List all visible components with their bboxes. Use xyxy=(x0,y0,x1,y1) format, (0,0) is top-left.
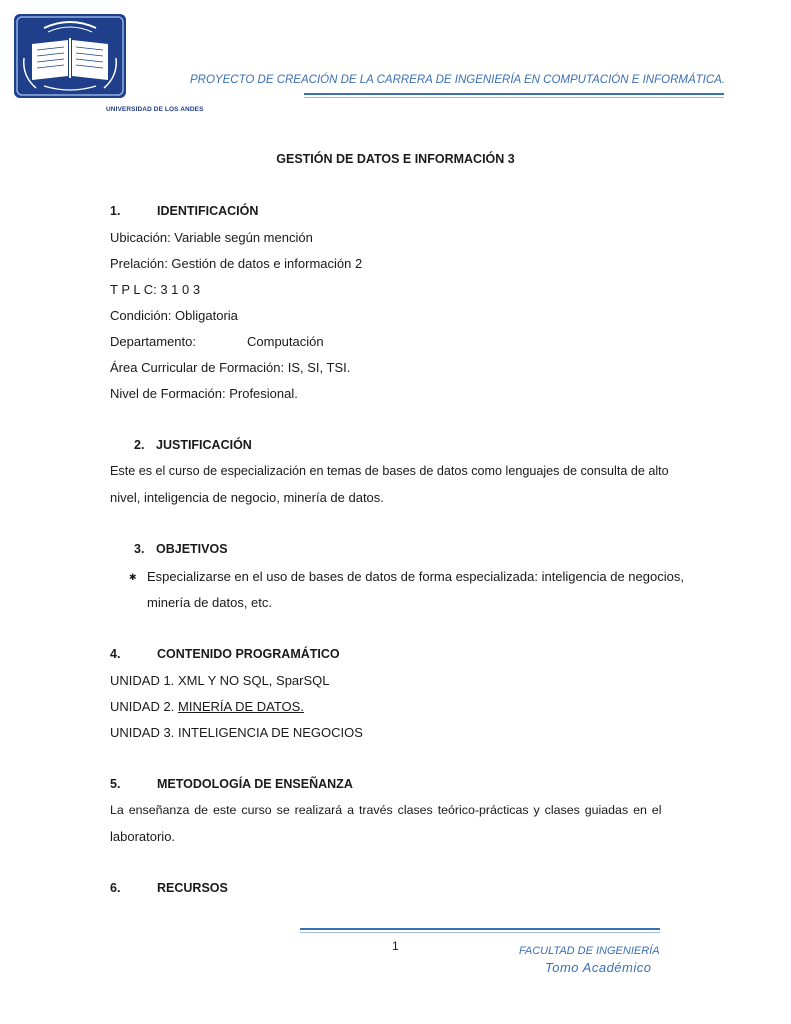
footer-rule xyxy=(300,928,660,930)
section-number: 5. xyxy=(110,777,121,791)
unit-label: UNIDAD 3. xyxy=(110,725,175,740)
header-rule-thin xyxy=(304,97,724,98)
project-title: PROYECTO DE CREACIÓN DE LA CARRERA DE INGENIERÍA EN COMPUTACIÓN E INFORMÁTICA. xyxy=(190,74,726,86)
section-number: 1. xyxy=(110,204,121,218)
unit-title: MINERÍA DE DATOS. xyxy=(178,699,304,714)
section-heading: JUSTIFICACIÓN xyxy=(156,438,252,452)
header-rule xyxy=(304,93,724,95)
ubicacion-text: Ubicación: Variable según mención xyxy=(110,230,313,245)
metodologia-line: laboratorio. xyxy=(110,829,176,844)
justificacion-line: Este es el curso de especialización en temas de bases de datos como lenguajes de consulta de alto xyxy=(110,464,669,478)
section-heading: CONTENIDO PROGRAMÁTICO xyxy=(157,647,340,661)
unit-label: UNIDAD 1. xyxy=(110,673,175,688)
tome-title: Tomo Académico xyxy=(545,960,652,975)
section-heading: OBJETIVOS xyxy=(156,542,228,556)
bullet-icon: ✱ xyxy=(129,572,137,582)
departamento-label: Departamento: xyxy=(110,334,196,349)
university-name: UNIVERSIDAD DE LOS ANDES xyxy=(106,106,204,113)
section-heading: METODOLOGÍA DE ENSEÑANZA xyxy=(157,777,353,791)
unit-title: XML Y NO SQL, SparSQL xyxy=(178,673,330,688)
area-text: Área Curricular de Formación: IS, SI, TSI. xyxy=(110,360,351,375)
section-number: 4. xyxy=(110,647,121,661)
footer-rule-thin xyxy=(300,932,660,933)
departamento-value: Computación xyxy=(247,334,324,349)
objetivo-line: minería de datos, etc. xyxy=(147,595,273,610)
section-heading: IDENTIFICACIÓN xyxy=(157,204,259,218)
university-logo xyxy=(14,14,126,98)
unit-label: UNIDAD 2. xyxy=(110,699,175,714)
condicion-text: Condición: Obligatoria xyxy=(110,308,238,323)
tplc-text: T P L C: 3 1 0 3 xyxy=(110,282,201,297)
section-number: 3. xyxy=(134,542,145,556)
unit-title: INTELIGENCIA DE NEGOCIOS xyxy=(178,725,363,740)
faculty-name: FACULTAD DE INGENIERÍA xyxy=(519,945,660,957)
section-heading: RECURSOS xyxy=(157,881,228,895)
nivel-text: Nivel de Formación: Profesional. xyxy=(110,386,298,401)
objetivo-line: Especializarse en el uso de bases de datos de forma especializada: inteligencia de negocios, xyxy=(147,569,684,584)
justificacion-line: nivel, inteligencia de negocio, minería de datos. xyxy=(110,490,384,505)
section-number: 6. xyxy=(110,881,121,895)
metodologia-line: La enseñanza de este curso se realizará a través clases teórico-prácticas y clases guiadas en el xyxy=(110,803,662,817)
document-title: GESTIÓN DE DATOS E INFORMACIÓN 3 xyxy=(276,152,515,166)
prelacion-text: Prelación: Gestión de datos e información 2 xyxy=(110,256,363,271)
section-number: 2. xyxy=(134,438,145,452)
page-number: 1 xyxy=(392,939,399,953)
